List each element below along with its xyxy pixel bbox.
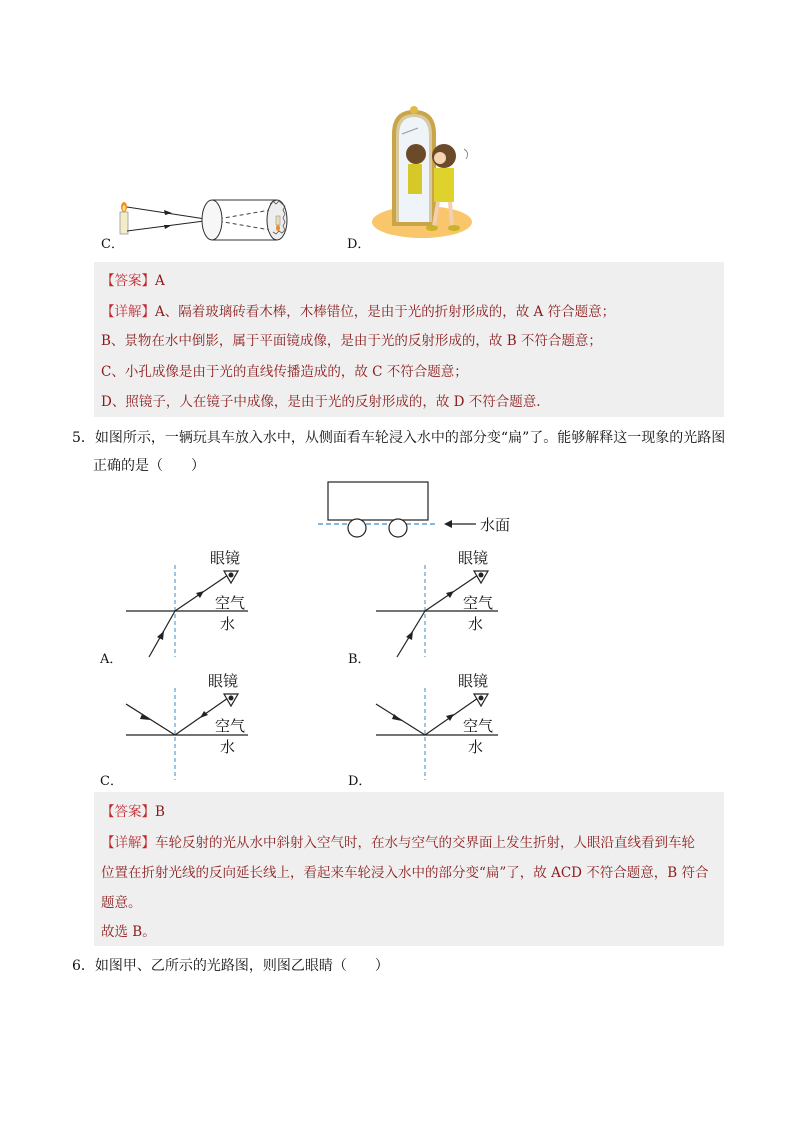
car-body: [328, 482, 428, 520]
q5-stem-line-2: 正确的是（ ）: [93, 458, 205, 474]
water-label: 水: [468, 738, 484, 756]
q4-option-c-label: C．: [101, 237, 124, 252]
q6-stem: [72, 955, 389, 975]
answer-value: A: [155, 273, 165, 289]
q4-detail-line-4: D、照镜子，人在镜子中成像，是由于光的反射形成的，故 D 不符合题意.: [101, 394, 541, 410]
eye-label: 眼镜: [208, 672, 239, 690]
water-label: 水: [220, 738, 236, 756]
eye-label: 眼镜: [458, 549, 489, 567]
eye-label: 眼镜: [210, 549, 241, 567]
water-label: 水: [220, 615, 236, 633]
q4-detail-line-3: C、小孔成像是由于光的直线传播造成的，故 C 不符合题意；: [101, 364, 468, 380]
detail-text: A、隔着玻璃砖看木棒，木棒错位，是由于光的折射形成的，故 A 符合题意；: [155, 304, 616, 320]
q5-detail-line-4: 故选 B。: [101, 924, 156, 940]
toy-car-diagram: [318, 478, 518, 542]
air-label: 空气: [215, 594, 246, 612]
q5-option-c-diagram: [120, 668, 260, 783]
pinhole-camera-diagram: [112, 190, 297, 250]
q4-detail-line-2: B、景物在水中倒影，属于平面镜成像，是由于光的反射形成的，故 B 不符合题意；: [101, 333, 602, 349]
mirror-girl-illustration: [372, 104, 477, 242]
question-stem: 如图甲、乙所示的光路图，则图乙眼睛（ ）: [94, 958, 389, 974]
q5-option-b-diagram: [370, 545, 510, 660]
detail-text: 车轮反射的光从水中斜射入空气时，在水与空气的交界面上发生折射，人眼沿直线看到车轮: [155, 835, 695, 851]
detail-tag: 【详解】: [101, 835, 155, 851]
answer-value: B: [155, 804, 165, 820]
eye-label: 眼镜: [458, 672, 489, 690]
detail-tag: 【详解】: [101, 304, 155, 320]
answer-tag: 【答案】: [101, 273, 155, 289]
q5-option-a-label[interactable]: A．: [100, 652, 123, 667]
q4-detail-line-1: [101, 300, 615, 320]
question-number: 6．: [72, 958, 95, 974]
q5-option-a-diagram: [120, 545, 260, 660]
q5-option-c-label[interactable]: C．: [100, 774, 123, 789]
q5-answer-line: [101, 800, 165, 820]
water-label: 水: [468, 615, 484, 633]
question-stem: 如图所示，一辆玩具车放入水中，从侧面看车轮浸入水中的部分变“扁”了。能够解释这一现象的光路图: [94, 430, 726, 446]
air-label: 空气: [215, 717, 246, 735]
q4-answer-line: [101, 269, 165, 289]
q5-option-d-label[interactable]: D．: [348, 774, 372, 789]
q4-option-d-label: D．: [347, 237, 371, 252]
answer-tag: 【答案】: [101, 804, 155, 820]
q5-detail-line-3: 题意。: [101, 895, 142, 911]
q4-answer-box: [94, 262, 724, 417]
q5-option-d-diagram: [370, 668, 510, 783]
car-wheel: [389, 519, 407, 537]
q5-option-b-label[interactable]: B．: [348, 652, 371, 667]
question-number: 5．: [72, 430, 95, 446]
water-surface-label: 水面: [480, 516, 511, 534]
q5-detail-line-1: [101, 831, 695, 851]
q5-answer-box: [94, 792, 724, 946]
car-wheel: [348, 519, 366, 537]
q5-stem-line-1: [72, 427, 725, 447]
air-label: 空气: [463, 594, 494, 612]
air-label: 空气: [463, 717, 494, 735]
candle-icon: [120, 202, 128, 234]
pinhole-box: [202, 200, 287, 240]
q5-detail-line-2: 位置在折射光线的反向延长线上，看起来车轮浸入水中的部分变“扁”了，故 ACD 不符合题意，B 符合: [101, 865, 709, 881]
